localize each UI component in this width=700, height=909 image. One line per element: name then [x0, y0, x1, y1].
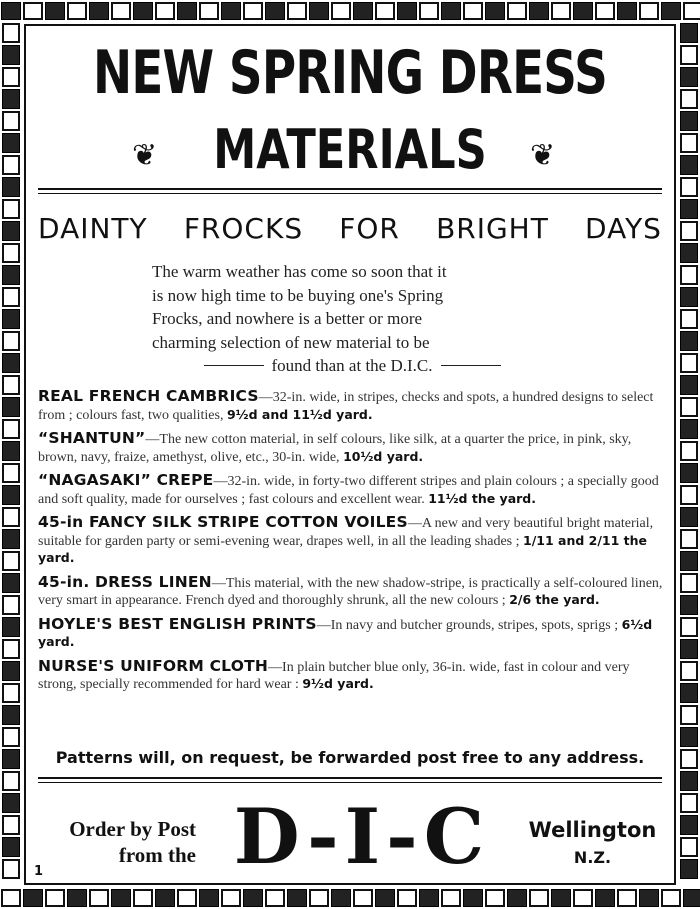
border-tile — [680, 463, 698, 483]
decorative-border-top — [0, 0, 700, 22]
border-tile — [680, 331, 698, 351]
border-tile — [680, 67, 698, 87]
border-tile — [680, 661, 698, 681]
border-tile — [2, 375, 20, 395]
border-tile — [45, 2, 65, 20]
border-tile — [680, 683, 698, 703]
border-tile — [680, 221, 698, 241]
border-tile — [2, 23, 20, 43]
border-tile — [2, 661, 20, 681]
border-tile — [2, 639, 20, 659]
border-tile — [441, 2, 461, 20]
border-tile — [287, 889, 307, 907]
border-tile — [2, 419, 20, 439]
border-tile — [441, 889, 461, 907]
border-tile — [331, 2, 351, 20]
border-tile — [221, 2, 241, 20]
product-price: 10½d yard. — [343, 448, 424, 464]
order-by-post — [34, 816, 196, 868]
border-tile — [243, 2, 263, 20]
ivy-leaf-ornament-icon: ❦ — [530, 139, 556, 172]
border-tile — [375, 2, 395, 20]
product-description: —32-in. wide, in forty-two different stripes and plain colours ; a specially good and soft quality, made for ourselves ; fast colours and excellent wear. — [38, 474, 659, 507]
border-tile — [2, 529, 20, 549]
border-tile — [680, 573, 698, 593]
border-tile — [23, 2, 43, 20]
border-tile — [265, 889, 285, 907]
border-tile — [2, 859, 20, 879]
border-tile — [661, 2, 681, 20]
intro-line: is now high time to be buying one's Spring — [152, 285, 444, 305]
border-tile — [89, 2, 109, 20]
border-tile — [463, 2, 483, 20]
border-tile — [680, 639, 698, 659]
border-tile — [2, 485, 20, 505]
border-tile — [680, 177, 698, 197]
product-price: 6½d yard. — [38, 616, 653, 649]
border-tile — [680, 529, 698, 549]
border-tile — [1, 2, 21, 20]
border-tile — [2, 45, 20, 65]
border-tile — [680, 793, 698, 813]
subheading — [38, 212, 662, 245]
dic-logo: D-I-C — [233, 791, 491, 881]
product-name: “SHANTUN” — [38, 429, 146, 447]
border-tile — [67, 889, 87, 907]
order-line: Order by Post — [69, 817, 196, 841]
decorative-border-bottom — [0, 887, 700, 909]
border-tile — [397, 889, 417, 907]
border-tile — [67, 2, 87, 20]
border-tile — [680, 287, 698, 307]
intro-line: found than at the D.I.C. — [271, 356, 433, 375]
border-tile — [2, 441, 20, 461]
headline-line-2: MATERIALS — [213, 118, 487, 181]
border-tile — [309, 2, 329, 20]
border-tile — [507, 2, 527, 20]
border-tile — [2, 67, 20, 87]
product-item — [38, 514, 664, 568]
divider-rule — [38, 777, 662, 779]
border-tile — [353, 2, 373, 20]
border-tile — [680, 353, 698, 373]
border-tile — [595, 889, 615, 907]
border-tile — [2, 89, 20, 109]
divider-rule — [38, 188, 662, 190]
border-tile — [89, 889, 109, 907]
border-tile — [680, 45, 698, 65]
dash-rule — [441, 365, 501, 366]
border-tile — [683, 2, 700, 20]
border-tile — [155, 2, 175, 20]
border-tile — [2, 573, 20, 593]
border-tile — [133, 2, 153, 20]
product-list — [38, 388, 664, 700]
border-tile — [2, 815, 20, 835]
border-tile — [2, 727, 20, 747]
product-description: —This material, with the new shadow-stripe, is practically a self-coloured linen, very smart in appearance. French dyed and thoroughly shrunk, all the new colours ; — [38, 575, 663, 608]
border-tile — [680, 375, 698, 395]
product-item — [38, 616, 664, 652]
border-tile — [2, 155, 20, 175]
border-tile — [2, 507, 20, 527]
border-tile — [199, 2, 219, 20]
product-price: 11½d the yard. — [428, 490, 536, 506]
border-tile — [353, 889, 373, 907]
border-tile — [23, 889, 43, 907]
dash-rule — [204, 365, 264, 366]
border-tile — [680, 111, 698, 131]
product-name: 45-in FANCY SILK STRIPE COTTON VOILES — [38, 513, 408, 531]
border-tile — [2, 837, 20, 857]
border-tile — [680, 419, 698, 439]
order-line: from the — [118, 843, 196, 867]
border-tile — [2, 353, 20, 373]
product-description: —In plain butcher blue only, 36-in. wide, fast in colour and very strong, specially recommended for hard wear : — [38, 659, 630, 692]
border-tile — [485, 889, 505, 907]
border-tile — [529, 889, 549, 907]
intro-last-line — [152, 354, 552, 378]
patterns-note: Patterns will, on request, be forwarded post free to any address. — [55, 748, 645, 767]
border-tile — [419, 2, 439, 20]
product-item — [38, 388, 664, 424]
product-description: —In navy and butcher grounds, stripes, spots, sprigs ; — [316, 617, 619, 633]
product-name: NURSE'S UNIFORM CLOTH — [38, 656, 269, 675]
border-tile — [680, 837, 698, 857]
border-tile — [265, 2, 285, 20]
store-location — [520, 816, 665, 872]
subheading-word: DAYS — [585, 212, 662, 245]
product-description: —A new and very beautiful bright material, suitable for garden party or semi-evening wear, drapes well, in all the leading shades ; — [38, 516, 654, 549]
border-tile — [2, 705, 20, 725]
border-tile — [680, 133, 698, 153]
border-tile — [397, 2, 417, 20]
product-price: 1/11 and 2/11 the yard. — [38, 532, 648, 565]
border-tile — [2, 595, 20, 615]
border-tile — [309, 889, 329, 907]
intro-line: Frocks, and nowhere is a better or more — [152, 309, 423, 328]
headline-line-1: NEW SPRING DRESS — [92, 38, 608, 108]
border-tile — [680, 705, 698, 725]
border-tile — [680, 243, 698, 263]
border-tile — [573, 2, 593, 20]
border-tile — [680, 859, 698, 879]
subheading-word: FROCKS — [183, 212, 304, 245]
border-tile — [683, 889, 700, 907]
border-tile — [507, 889, 527, 907]
border-tile — [2, 133, 20, 153]
border-tile — [573, 889, 593, 907]
border-tile — [133, 889, 153, 907]
border-tile — [680, 23, 698, 43]
border-tile — [680, 155, 698, 175]
subheading-word: DAINTY — [38, 212, 148, 245]
product-name: “NAGASAKI” CREPE — [38, 471, 214, 489]
border-tile — [661, 889, 681, 907]
product-item — [38, 574, 664, 610]
border-tile — [680, 815, 698, 835]
divider-rule — [38, 193, 662, 194]
border-tile — [221, 889, 241, 907]
product-name: REAL FRENCH CAMBRICS — [38, 387, 259, 405]
product-item — [38, 430, 664, 466]
border-tile — [680, 309, 698, 329]
border-tile — [2, 111, 20, 131]
border-tile — [551, 889, 571, 907]
city-name: Wellington — [528, 818, 657, 842]
border-tile — [680, 89, 698, 109]
product-name: HOYLE'S BEST ENGLISH PRINTS — [38, 614, 317, 633]
product-name: 45-in. DRESS LINEN — [38, 572, 212, 591]
product-price: 2/6 the yard. — [509, 592, 600, 607]
border-tile — [2, 221, 20, 241]
border-tile — [680, 617, 698, 637]
border-tile — [243, 889, 263, 907]
intro-paragraph — [152, 260, 552, 378]
border-tile — [177, 2, 197, 20]
product-price: 9½d and 11½d yard. — [226, 406, 373, 422]
country-name: N.Z. — [573, 848, 612, 867]
product-description: —32-in. wide, in stripes, checks and spots, a hundred designs to select from ; colours fast, two qualities, — [38, 390, 654, 423]
border-tile — [2, 793, 20, 813]
border-tile — [287, 2, 307, 20]
border-tile — [680, 551, 698, 571]
border-tile — [639, 889, 659, 907]
border-tile — [155, 889, 175, 907]
border-tile — [485, 2, 505, 20]
border-tile — [680, 507, 698, 527]
product-price: 9½d yard. — [302, 676, 374, 691]
divider-rule — [38, 782, 662, 783]
border-tile — [2, 463, 20, 483]
border-tile — [2, 177, 20, 197]
subheading-word: FOR — [339, 212, 400, 245]
border-tile — [2, 617, 20, 637]
border-tile — [680, 595, 698, 615]
page-number: 1 — [34, 864, 44, 879]
border-tile — [2, 771, 20, 791]
border-tile — [680, 199, 698, 219]
border-tile — [680, 727, 698, 747]
border-tile — [2, 331, 20, 351]
border-tile — [199, 889, 219, 907]
border-tile — [2, 683, 20, 703]
border-tile — [2, 309, 20, 329]
border-tile — [2, 199, 20, 219]
subheading-word: BRIGHT — [436, 212, 549, 245]
border-tile — [2, 287, 20, 307]
border-tile — [617, 2, 637, 20]
border-tile — [680, 485, 698, 505]
border-tile — [680, 397, 698, 417]
border-tile — [2, 551, 20, 571]
border-tile — [1, 889, 21, 907]
border-tile — [617, 889, 637, 907]
border-tile — [680, 265, 698, 285]
border-tile — [111, 2, 131, 20]
border-tile — [419, 889, 439, 907]
intro-line: The warm weather has come so soon that it — [152, 262, 447, 281]
border-tile — [529, 2, 549, 20]
border-tile — [375, 889, 395, 907]
border-tile — [2, 265, 20, 285]
border-tile — [331, 889, 351, 907]
border-tile — [177, 889, 197, 907]
product-description: —The new cotton material, in self colours, like silk, at a quarter the price, in pink, sky, brown, navy, fraize, amethyst, olive, etc., 30-in. wide, — [38, 432, 632, 465]
border-tile — [680, 771, 698, 791]
border-tile — [639, 2, 659, 20]
ivy-leaf-ornament-icon: ❦ — [132, 139, 158, 172]
border-tile — [111, 889, 131, 907]
product-item — [38, 472, 664, 508]
border-tile — [2, 243, 20, 263]
border-tile — [463, 889, 483, 907]
border-tile — [595, 2, 615, 20]
border-tile — [680, 441, 698, 461]
intro-line: charming selection of new material to be — [152, 332, 430, 352]
product-item — [38, 658, 664, 694]
border-tile — [2, 397, 20, 417]
border-tile — [551, 2, 571, 20]
border-tile — [45, 889, 65, 907]
